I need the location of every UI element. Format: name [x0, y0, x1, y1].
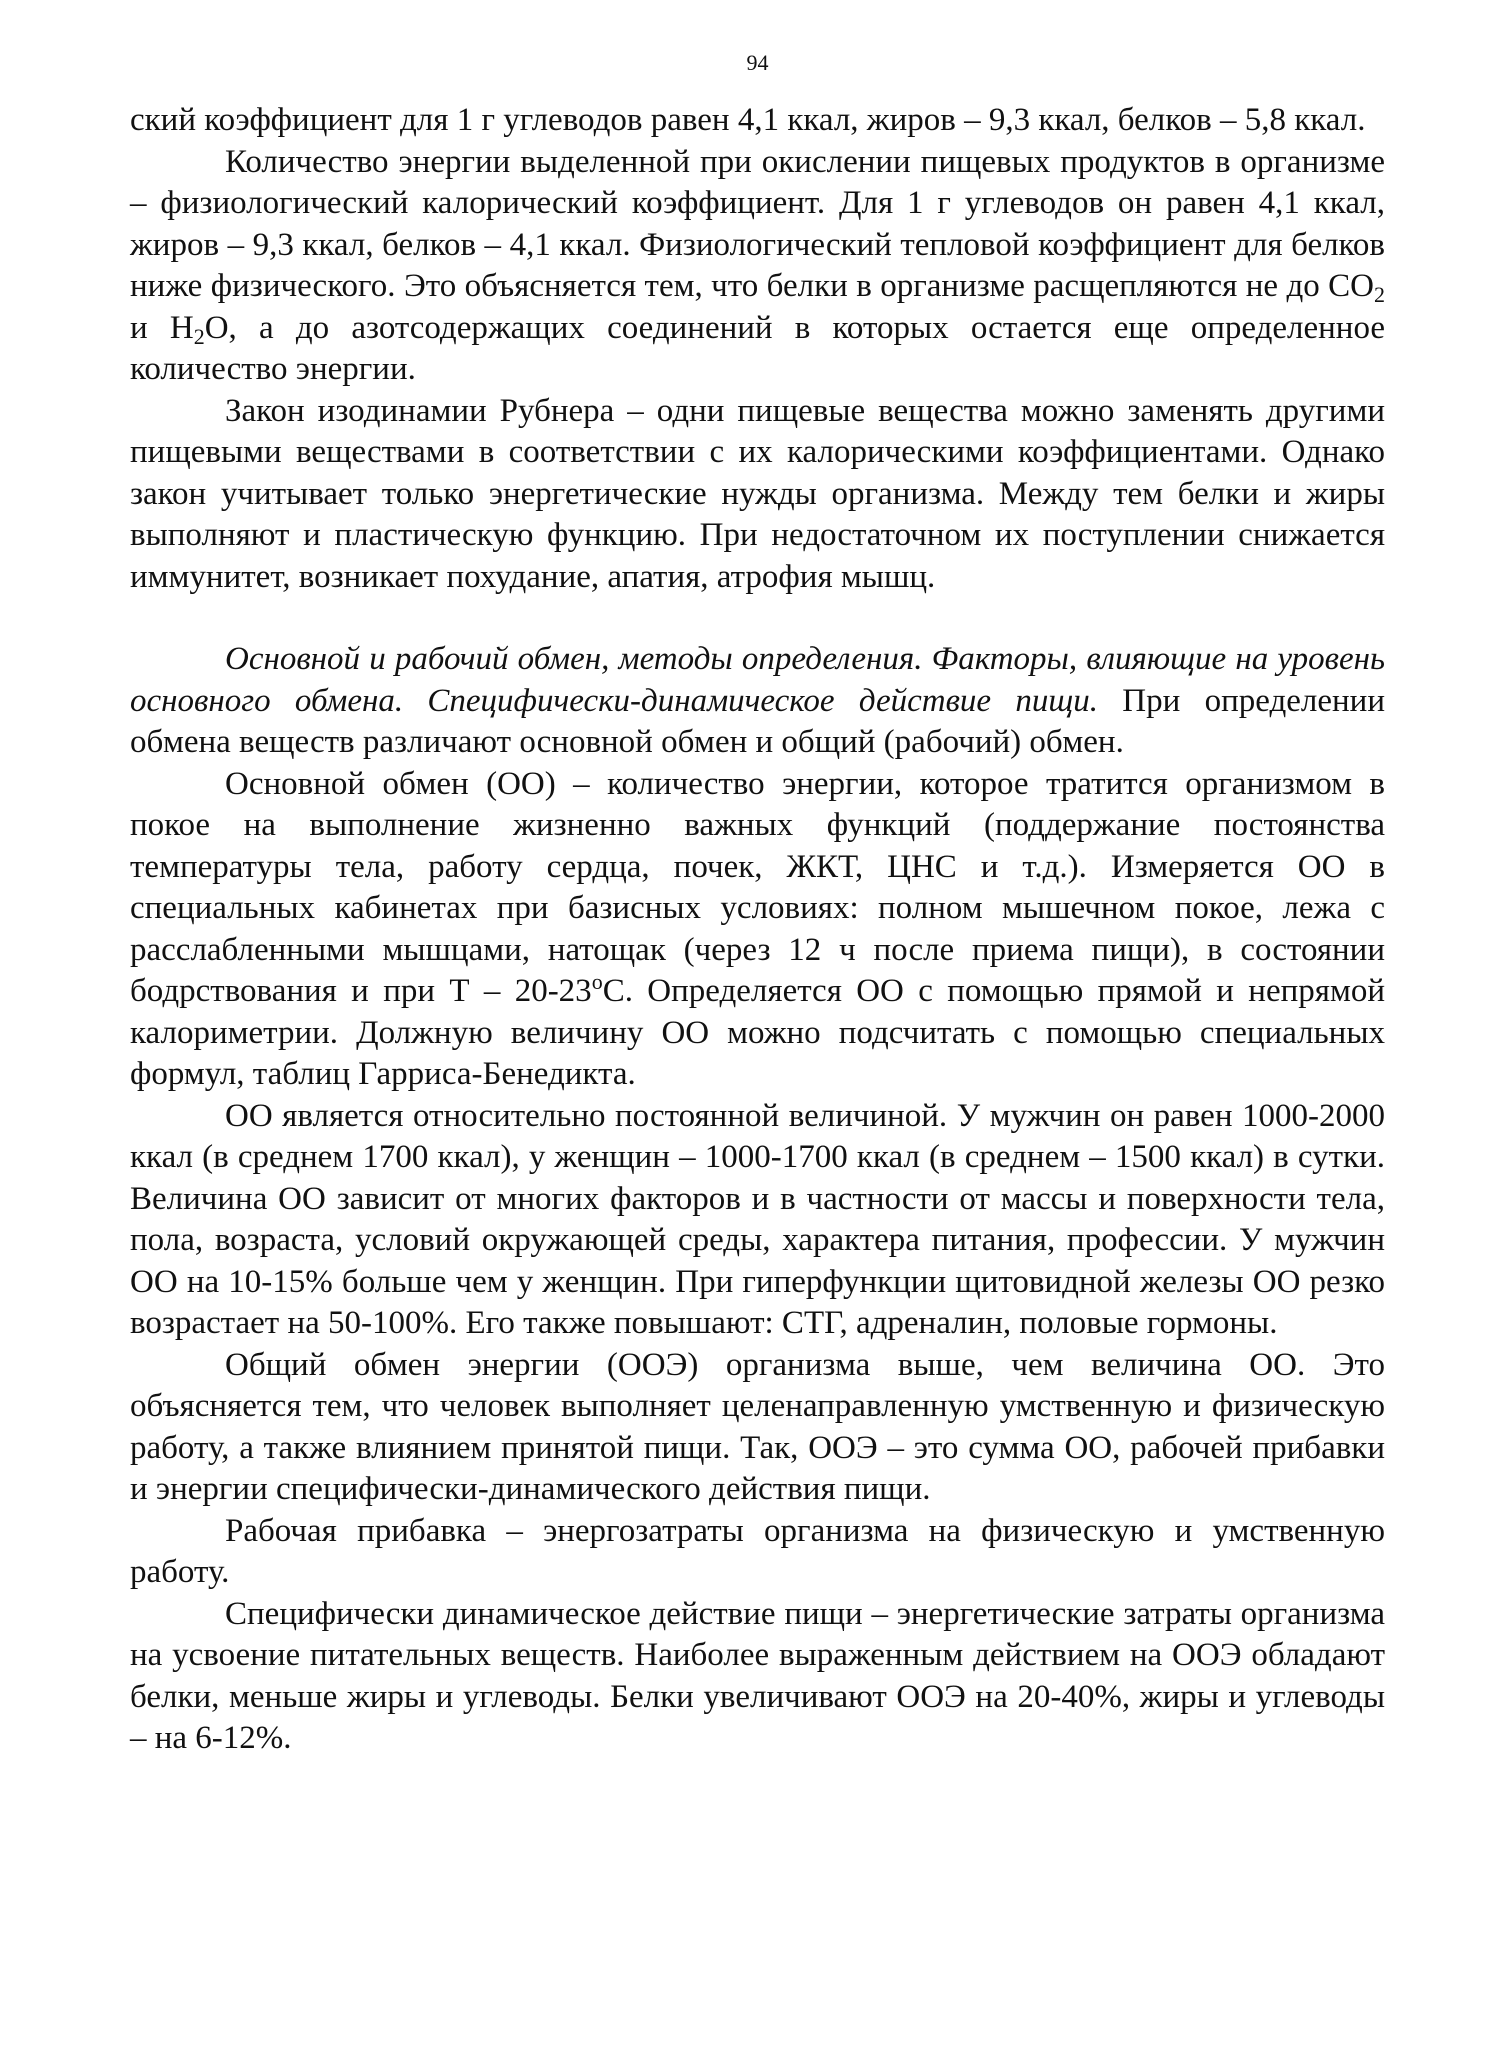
- text-run: Основной обмен (ОО) – количество энергии, которое тратится организмом в покое на выполнение жизненно важных функций (поддержание постоянства температуры тела, работу сердца, почек, ЖКТ, ЦНС и т.д.). Измеряется ОО в специальных кабинетах при базисных условиях: полном мышечном покое, лежа с расслабленными мышцами, натощак (через 12 ч после приема пищи), в состоянии бодрствования и при Т – 20-23: [130, 765, 1385, 1009]
- section-title: Основной и рабочий обмен, методы определения. Факторы, влияющие на уровень основного обмена. Специфически-динамическое действие пищи.: [130, 641, 1385, 719]
- paragraph-section-heading: [130, 639, 1385, 764]
- paragraph-basal-values: ОО является относительно постоянной величиной. У мужчин он равен 1000-2000 ккал (в среднем 1700 ккал), у женщин – 1000-1700 ккал (в среднем – 1500 ккал) в сутки. Величина ОО зависит от многих факторов и в частности от массы и поверхности тела, пола, возраста, условий окружающей среды, характера питания, профессии. У мужчин ОО на 10-15% больше чем у женщин. При гиперфункции щитовидной железы ОО резко возрастает на 50-100%. Его также повышают: СТГ, адреналин, половые гормоны.: [130, 1097, 1385, 1341]
- text-run: При определении обмена веществ различают основной обмен и общий (рабочий) обмен.: [130, 682, 1385, 760]
- paragraph-physiological-coefficient: [130, 142, 1385, 391]
- text-run: С. Определяется ОО с помощью прямой и непрямой калориметрии. Должную величину ОО можно подсчитать с помощью специальных формул, таблиц Гарриса-Бенедикта.: [130, 973, 1385, 1092]
- text-run: и H: [130, 309, 194, 346]
- text-run: O, а до азотсодержащих соединений в которых остается еще определенное количество энергии.: [130, 309, 1385, 387]
- paragraph-basal-metabolism: [130, 764, 1385, 1096]
- paragraph-total-energy: Общий обмен энергии (ООЭ) организма выше, чем величина ОО. Это объясняется тем, что человек выполняет целенаправленную умственную и физическую работу, а также влиянием принятой пищи. Так, ООЭ – это сумма ОО, рабочей прибавки и энергии специфически-динамического действия пищи.: [130, 1346, 1385, 1507]
- paragraph-rubner-law: Закон изодинамии Рубнера – одни пищевые вещества можно заменять другими пищевыми веществами в соответствии с их калорическими коэффициентами. Однако закон учитывает только энергетические нужды организма. Между тем белки и жиры выполняют и пластическую функцию. При недостаточном их поступлении снижается иммунитет, возникает похудание, апатия, атрофия мышц.: [130, 392, 1385, 595]
- text-run: Количество энергии выделенной при окислении пищевых продуктов в организме – физиологический калорический коэффициент. Для 1 г углеводов он равен 4,1 ккал, жиров – 9,3 ккал, белков – 4,1 ккал. Физиологический тепловой коэффициент для белков ниже физического. Это объясняется тем, что белки в организме расщепляются не до CO: [130, 143, 1385, 304]
- paragraph-specific-dynamic-action: Специфически динамическое действие пищи – энергетические затраты организма на усвоение питательных веществ. Наиболее выраженным действием на ООЭ обладают белки, меньше жиры и углеводы. Белки увеличивают ООЭ на 20-40%, жиры и углеводы – на 6-12%.: [130, 1595, 1385, 1756]
- paragraph-continuation: ский коэффициент для 1 г углеводов равен 4,1 ккал, жиров – 9,3 ккал, белков – 5,8 ккал.: [130, 102, 1366, 138]
- document-page: [130, 0, 1385, 2050]
- subscript: 2: [193, 323, 205, 349]
- body-text: [130, 100, 1385, 1760]
- page-number: 94: [746, 50, 769, 75]
- superscript: o: [591, 969, 603, 994]
- paragraph-work-increment: Рабочая прибавка – энергозатраты организма на физическую и умственную работу.: [130, 1512, 1385, 1590]
- subscript: 2: [1374, 282, 1385, 307]
